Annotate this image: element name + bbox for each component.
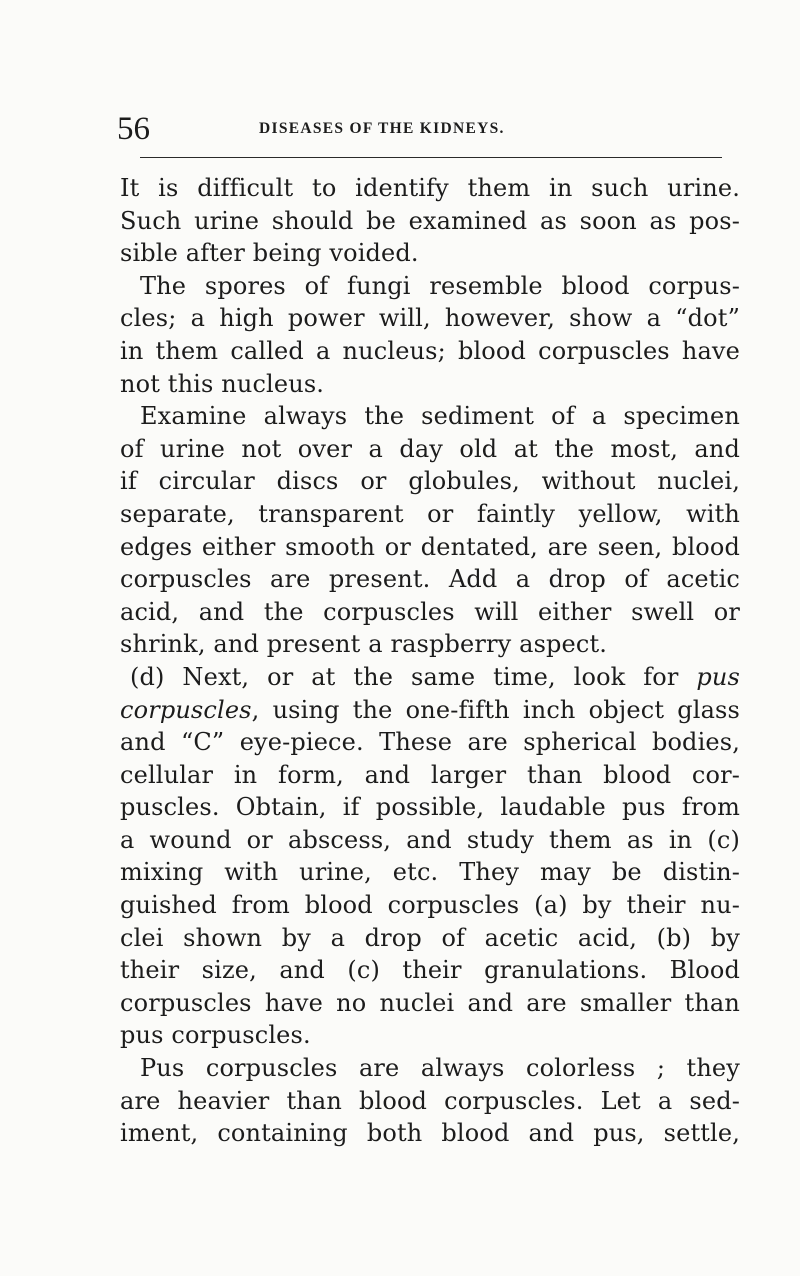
body-text (120, 172, 740, 1150)
text-line: mixing with urine, etc. They may be distin- (120, 858, 740, 887)
text-line: It is difficult to identify them in such urine. (120, 174, 740, 202)
header-rule (140, 157, 722, 158)
text-line: (d) Next, or at the same time, look for pus (130, 662, 740, 691)
text-line: corpuscles, using the one-fifth inch object glass (120, 695, 740, 724)
text-line: guished from blood corpuscles (a) by their nu- (120, 891, 740, 920)
text-line: and “C” eye-piece. These are spherical bodies, (120, 728, 740, 757)
text-line: of urine not over a day old at the most, and (120, 434, 740, 463)
running-head: DISEASES OF THE KIDNEYS. (259, 120, 505, 137)
italic-term: pus (696, 662, 740, 691)
italic-term: corpuscles (120, 695, 252, 724)
text-line: The spores of fungi resemble blood corpus- (140, 271, 740, 300)
text-line: separate, transparent or faintly yellow, with (120, 499, 740, 528)
page-number: 56 (117, 111, 150, 147)
text-line: are heavier than blood corpuscles. Let a sed- (120, 1086, 740, 1115)
text-line: Pus corpuscles are always colorless ; they (140, 1054, 740, 1083)
text-line: not this nucleus. (120, 369, 325, 398)
page-header (117, 112, 721, 152)
text-line: pus corpuscles. (120, 1021, 311, 1050)
text-line: Such urine should be examined as soon as pos- (120, 206, 740, 235)
text-line: their size, and (c) their granulations. Blood (120, 956, 740, 985)
text-line: if circular discs or globules, without nuclei, (120, 467, 740, 496)
text-line: shrink, and present a raspberry aspect. (120, 630, 608, 659)
text-line: clei shown by a drop of acetic acid, (b) by (120, 923, 740, 952)
text-line: edges either smooth or dentated, are seen, blood (120, 532, 740, 561)
text-line: sible after being voided. (120, 239, 419, 268)
text-line: puscles. Obtain, if possible, laudable pus from (120, 793, 740, 822)
text-line: cles; a high power will, however, show a “dot” (120, 304, 740, 333)
text-line: in them called a nucleus; blood corpuscles have (120, 336, 740, 365)
text-line: acid, and the corpuscles will either swell or (120, 597, 740, 626)
text-line: corpuscles are present. Add a drop of acetic (120, 565, 740, 594)
text-line: iment, containing both blood and pus, settle, (120, 1119, 740, 1148)
text-line: Examine always the sediment of a specimen (140, 402, 740, 431)
text-line: a wound or abscess, and study them as in (c) (120, 825, 740, 854)
text-line: cellular in form, and larger than blood cor- (120, 760, 740, 789)
text-line: corpuscles have no nuclei and are smaller than (120, 988, 740, 1017)
